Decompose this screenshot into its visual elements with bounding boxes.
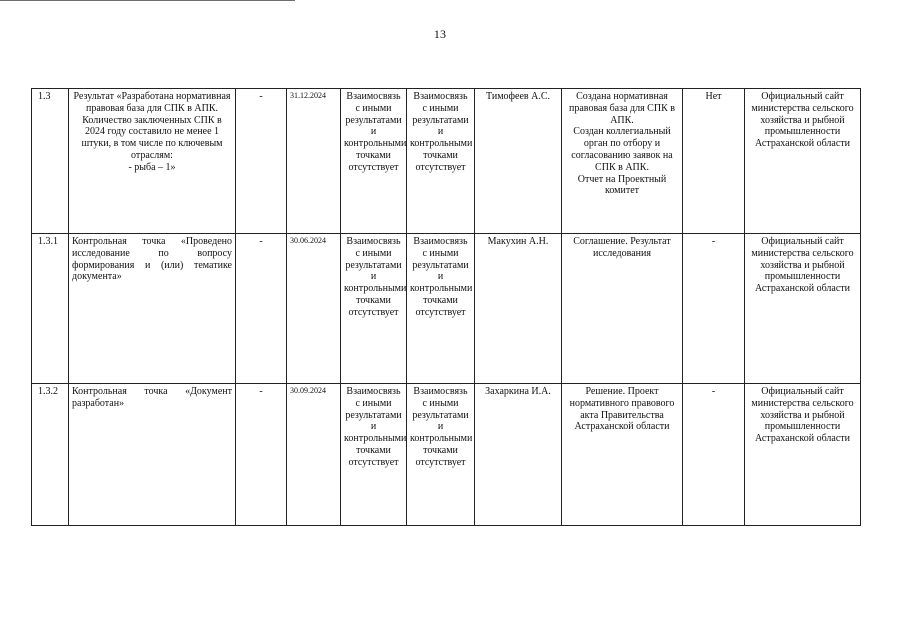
next-relation: Взаимосвязь с иными результатами и контрольными точками отсутствует xyxy=(407,234,475,384)
end-date: 31.12.2024 xyxy=(287,89,341,234)
table-row xyxy=(32,234,861,384)
check-mark: - xyxy=(683,234,745,384)
next-relation: Взаимосвязь с иными результатами и контрольными точками отсутствует xyxy=(407,384,475,526)
row-number: 1.3.1 xyxy=(32,234,69,384)
responsible-person: Тимофеев А.С. xyxy=(475,89,562,234)
information-source: Официальный сайт министерства сельского хозяйства и рыбной промышленности Астраханской области xyxy=(745,234,861,384)
next-relation: Взаимосвязь с иными результатами и контрольными точками отсутствует xyxy=(407,89,475,234)
result-description: Соглашение. Результат исследования xyxy=(562,234,683,384)
previous-relation: Взаимосвязь с иными результатами и контрольными точками отсутствует xyxy=(341,89,407,234)
start-date: - xyxy=(236,234,287,384)
plan-table xyxy=(31,88,861,526)
responsible-person: Макухин А.Н. xyxy=(475,234,562,384)
table-row xyxy=(32,89,861,234)
top-rule xyxy=(0,0,295,1)
end-date: 30.09.2024 xyxy=(287,384,341,526)
page-number: 13 xyxy=(433,27,447,41)
information-source: Официальный сайт министерства сельского хозяйства и рыбной промышленности Астраханской области xyxy=(745,89,861,234)
start-date: - xyxy=(236,384,287,526)
row-number: 1.3 xyxy=(32,89,69,234)
start-date: - xyxy=(236,89,287,234)
previous-relation: Взаимосвязь с иными результатами и контрольными точками отсутствует xyxy=(341,384,407,526)
information-source: Официальный сайт министерства сельского хозяйства и рыбной промышленности Астраханской области xyxy=(745,384,861,526)
row-title: Контрольная точка «Проведено исследование по вопросу формирования и (или) тематике документа» xyxy=(69,234,236,384)
row-title: Контрольная точка «Документ разработан» xyxy=(69,384,236,526)
check-mark: - xyxy=(683,384,745,526)
check-mark: Нет xyxy=(683,89,745,234)
table-row xyxy=(32,384,861,526)
responsible-person: Захаркина И.А. xyxy=(475,384,562,526)
result-description: Создана нормативная правовая база для СПК в АПК. Создан коллегиальный орган по отбору и согласованию заявок на СПК в АПК. Отчет на Проектный комитет xyxy=(562,89,683,234)
result-description: Решение. Проект нормативного правового акта Правительства Астраханской области xyxy=(562,384,683,526)
row-title: Результат «Разработана нормативная правовая база для СПК в АПК. Количество заключенных СПК в 2024 году составило не менее 1 штуки, в том числе по ключевым отраслям: - рыба – 1» xyxy=(69,89,236,234)
row-number: 1.3.2 xyxy=(32,384,69,526)
end-date: 30.06.2024 xyxy=(287,234,341,384)
previous-relation: Взаимосвязь с иными результатами и контрольными точками отсутствует xyxy=(341,234,407,384)
